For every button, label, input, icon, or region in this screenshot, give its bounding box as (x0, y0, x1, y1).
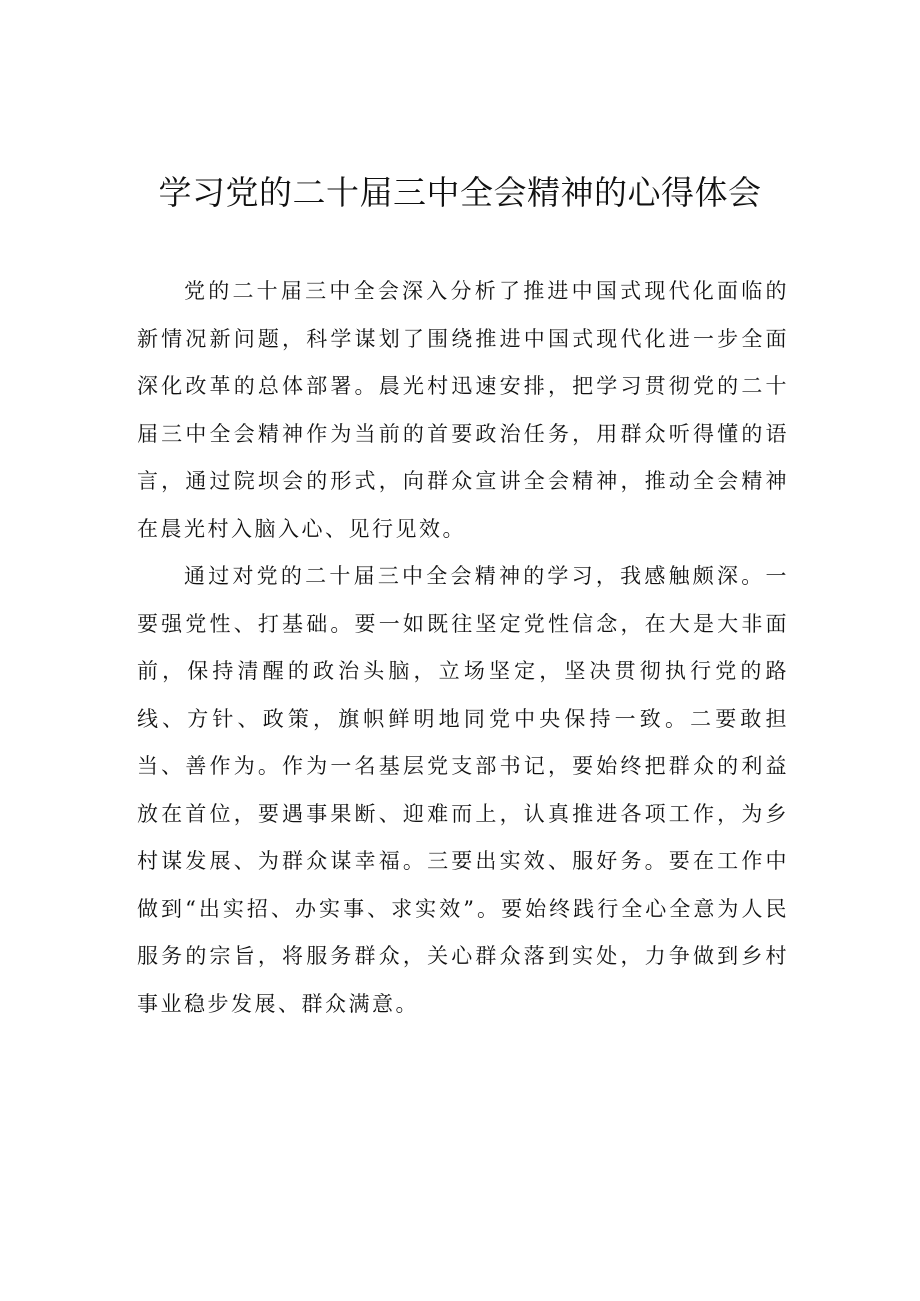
document-title: 学习党的二十届三中全会精神的心得体会 (158, 173, 762, 212)
document-body (137, 268, 789, 1028)
paragraph-2: 通过对党的二十届三中全会精神的学习，我感触颇深。一要强党性、打基础。要一如既往坚定党性信念，在大是大非面前，保持清醒的政治头脑，立场坚定，坚决贯彻执行党的路线、方针、政策，旗帜鲜明地同党中央保持一致。二要敢担当、善作为。作为一名基层党支部书记，要始终把群众的利益放在首位，要遇事果断、迎难而上，认真推进各项工作，为乡村谋发展、为群众谋幸福。三要出实效、服好务。要在工作中做到“出实招、办实事、求实效”。要始终践行全心全意为人民服务的宗旨，将服务群众，关心群众落到实处，力争做到乡村事业稳步发展、群众满意。 (137, 564, 789, 1016)
paragraph-1: 党的二十届三中全会深入分析了推进中国式现代化面临的新情况新问题，科学谋划了围绕推进中国式现代化进一步全面深化改革的总体部署。晨光村迅速安排，把学习贯彻党的二十届三中全会精神作为当前的首要政治任务，用群众听得懂的语言，通过院坝会的形式，向群众宣讲全会精神，推动全会精神在晨光村入脑入心、见行见效。 (137, 279, 789, 541)
